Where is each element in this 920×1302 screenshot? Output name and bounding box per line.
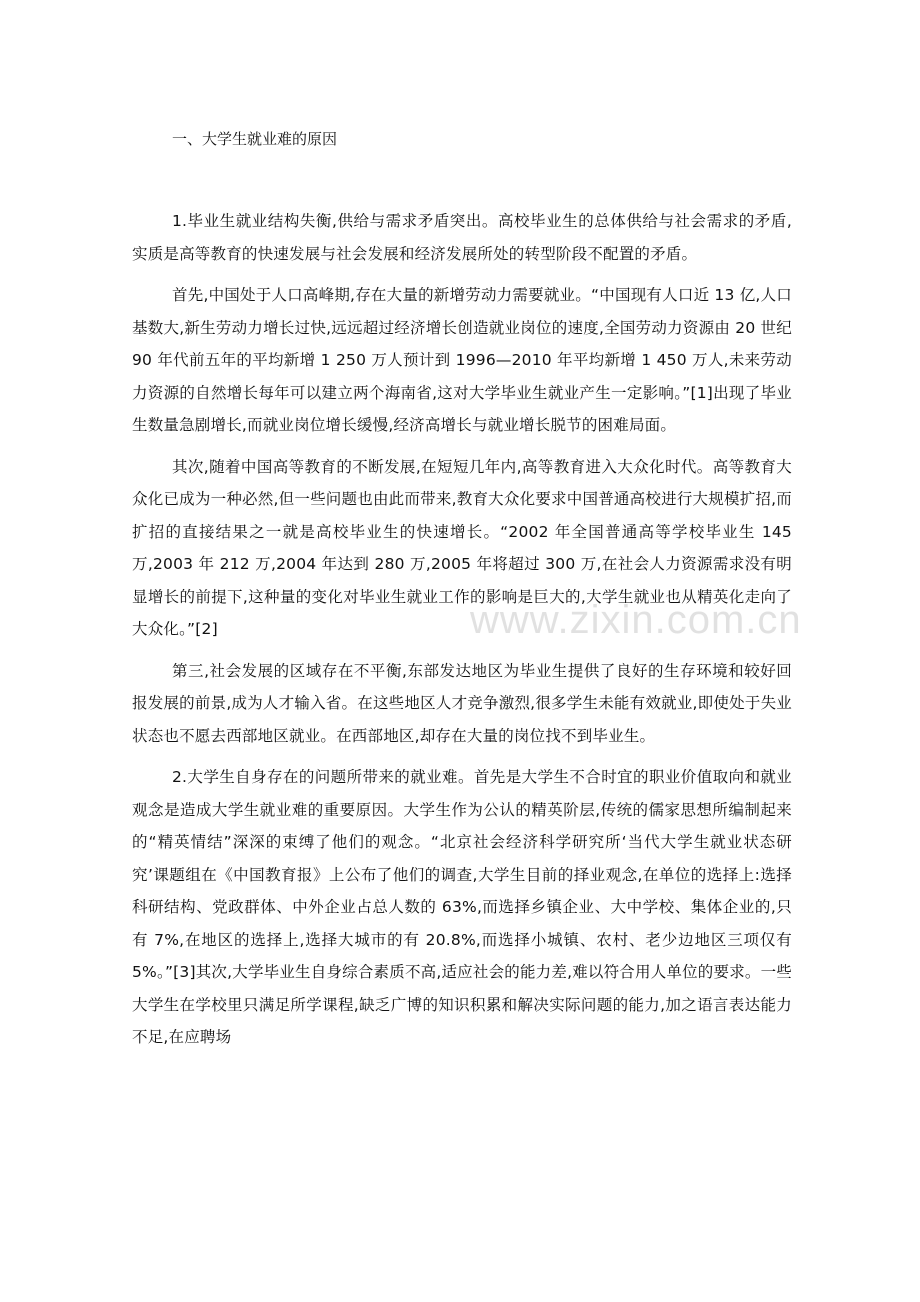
- paragraph-population-peak: 首先,中国处于人口高峰期,存在大量的新增劳动力需要就业。“中国现有人口近 13 亿,人口基数大,新生劳动力增长过快,远远超过经济增长创造就业岗位的速度,全国劳动力资源由 20 世纪 90 年代前五年的平均新增 1 250 万人预计到 1996—2010 年平均新增 1 450 万人,未来劳动力资源的自然增长每年可以建立两个海南省,这对大学毕业生就业产生一定影响。”[1]出现了毕业生数量急剧增长,而就业岗位增长缓慢,经济高增长与就业增长脱节的困难局面。: [132, 286, 792, 434]
- paragraph-structure-imbalance: 1.毕业生就业结构失衡,供给与需求矛盾突出。高校毕业生的总体供给与社会需求的矛盾,实质是高等教育的快速发展与社会发展和经济发展所处的转型阶段不配置的矛盾。: [132, 212, 792, 263]
- paragraph-regional-imbalance: 第三,社会发展的区域存在不平衡,东部发达地区为毕业生提供了良好的生存环境和较好回报发展的前景,成为人才输入省。在这些地区人才竞争激烈,很多学生未能有效就业,即使处于失业状态也不愿去西部地区就业。在西部地区,却存在大量的岗位找不到毕业生。: [132, 661, 792, 745]
- paragraph-student-issues: 2.大学生自身存在的问题所带来的就业难。首先是大学生不合时宜的职业价值取向和就业观念是造成大学生就业难的重要原因。大学生作为公认的精英阶层,传统的儒家思想所编制起来的“精英情结”深深的束缚了他们的观念。“北京社会经济科学研究所‘当代大学生就业状态研究’课题组在《中国教育报》上公布了他们的调查,大学生目前的择业观念,在单位的选择上:选择科研结构、党政群体、中外企业占总人数的 63%,而选择乡镇企业、大中学校、集体企业的,只有 7%,在地区的选择上,选择大城市的有 20.8%,而选择小城镇、农村、老少边地区三项仅有 5%。”[3]其次,大学毕业生自身综合素质不高,适应社会的能力差,难以符合用人单位的要求。一些大学生在学校里只满足所学课程,缺乏广博的知识积累和解决实际问题的能力,加之语言表达能力不足,在应聘场: [132, 768, 793, 1046]
- document-body: [132, 205, 792, 1063]
- paragraph-mass-education: 其次,随着中国高等教育的不断发展,在短短几年内,高等教育进入大众化时代。高等教育大众化已成为一种必然,但一些问题也由此而带来,教育大众化要求中国普通高校进行大规模扩招,而扩招的直接结果之一就是高校毕业生的快速增长。“2002 年全国普通高等学校毕业生 145 万,2003 年 212 万,2004 年达到 280 万,2005 年将超过 300 万,在社会人力资源需求没有明显增长的前提下,这种量的变化对毕业生就业工作的影响是巨大的,大学生就业也从精英化走向了大众化。”[2]: [132, 457, 792, 638]
- section-heading: 一、大学生就业难的原因: [172, 130, 338, 148]
- watermark-text: www.zixin.com.cn: [470, 598, 802, 642]
